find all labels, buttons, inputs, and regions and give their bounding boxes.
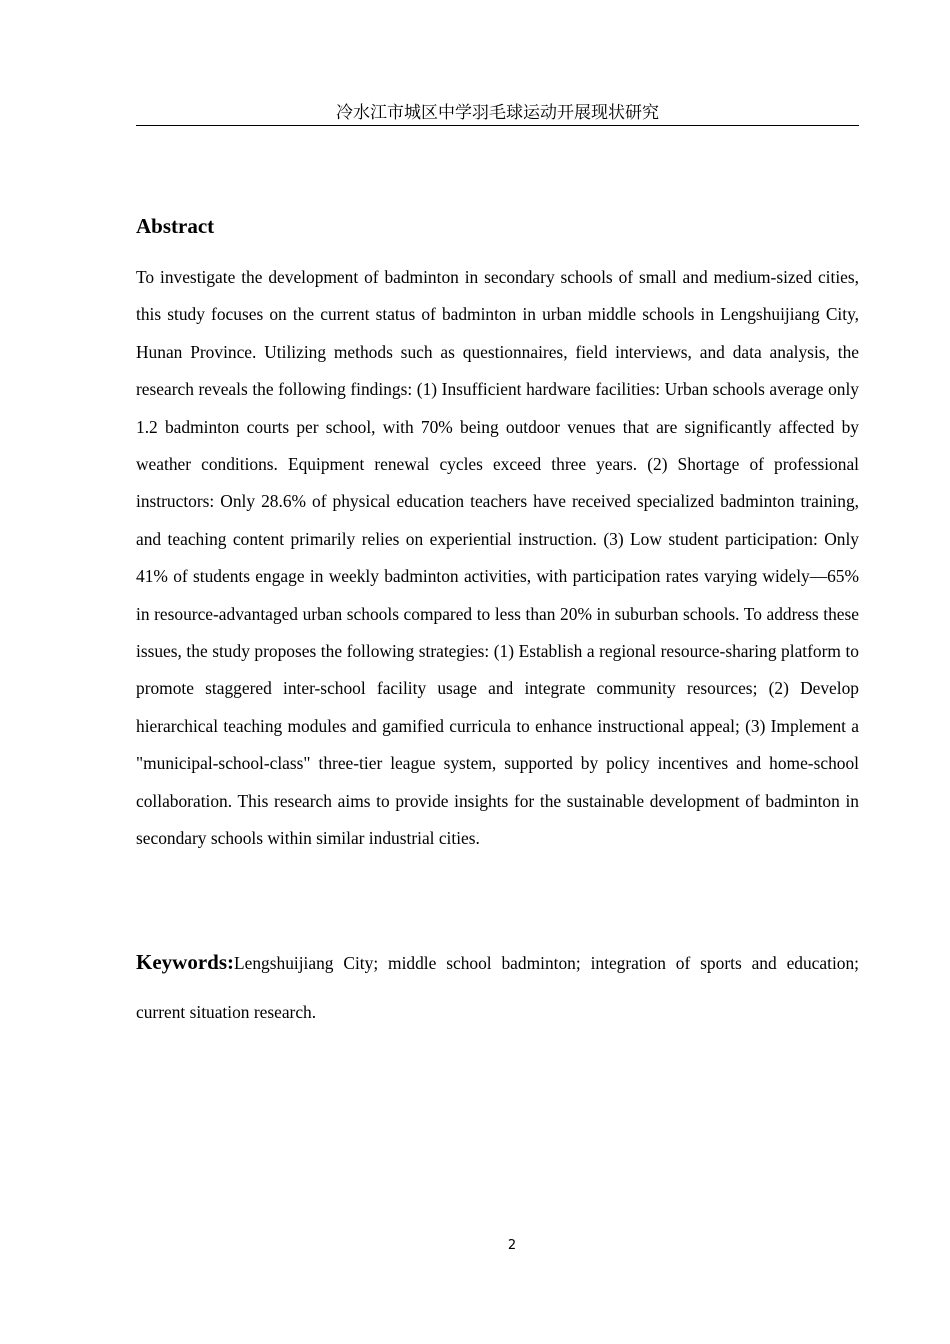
keywords-text: Lengshuijiang City; middle school badminton; integration of sports and education; current situation research. xyxy=(136,953,859,1022)
running-header-title: 冷水江市城区中学羽毛球运动开展现状研究 xyxy=(336,103,659,123)
header-rule xyxy=(136,125,859,126)
abstract-heading: Abstract xyxy=(136,214,215,238)
abstract-body: To investigate the development of badminton in secondary schools of small and medium-sized cities, this study focuses on the current status of badminton in urban middle schools in Lengshuijiang City, Hunan Province. Utilizing methods such as questionnaires, field interviews, and data analysis, the research reveals the following findings: (1) Insufficient hardware facilities: Urban schools average only 1.2 badminton courts per school, with 70% being outdoor venues that are significantly affected by weather conditions. Equipment renewal cycles exceed three years. (2) Shortage of professional instructors: Only 28.6% of physical education teachers have received specialized badminton training, and teaching content primarily relies on experiential instruction. (3) Low student participation: Only 41% of students engage in weekly badminton activities, with participation rates varying widely—65% in resource-advantaged urban schools compared to less than 20% in suburban schools. To address these issues, the study proposes the following strategies: (1) Establish a regional resource-sharing platform to promote staggered inter-school facility usage and integrate community resources; (2) Develop hierarchical teaching modules and gamified curricula to enhance instructional appeal; (3) Implement a "municipal-school-class" three-tier league system, supported by policy incentives and home-school collaboration. This research aims to provide insights for the sustainable development of badminton in secondary schools within similar industrial cities. xyxy=(136,267,859,849)
keywords-paragraph xyxy=(136,938,859,1037)
keywords-label: Keywords: xyxy=(136,950,234,974)
page-number: 2 xyxy=(507,1238,517,1253)
